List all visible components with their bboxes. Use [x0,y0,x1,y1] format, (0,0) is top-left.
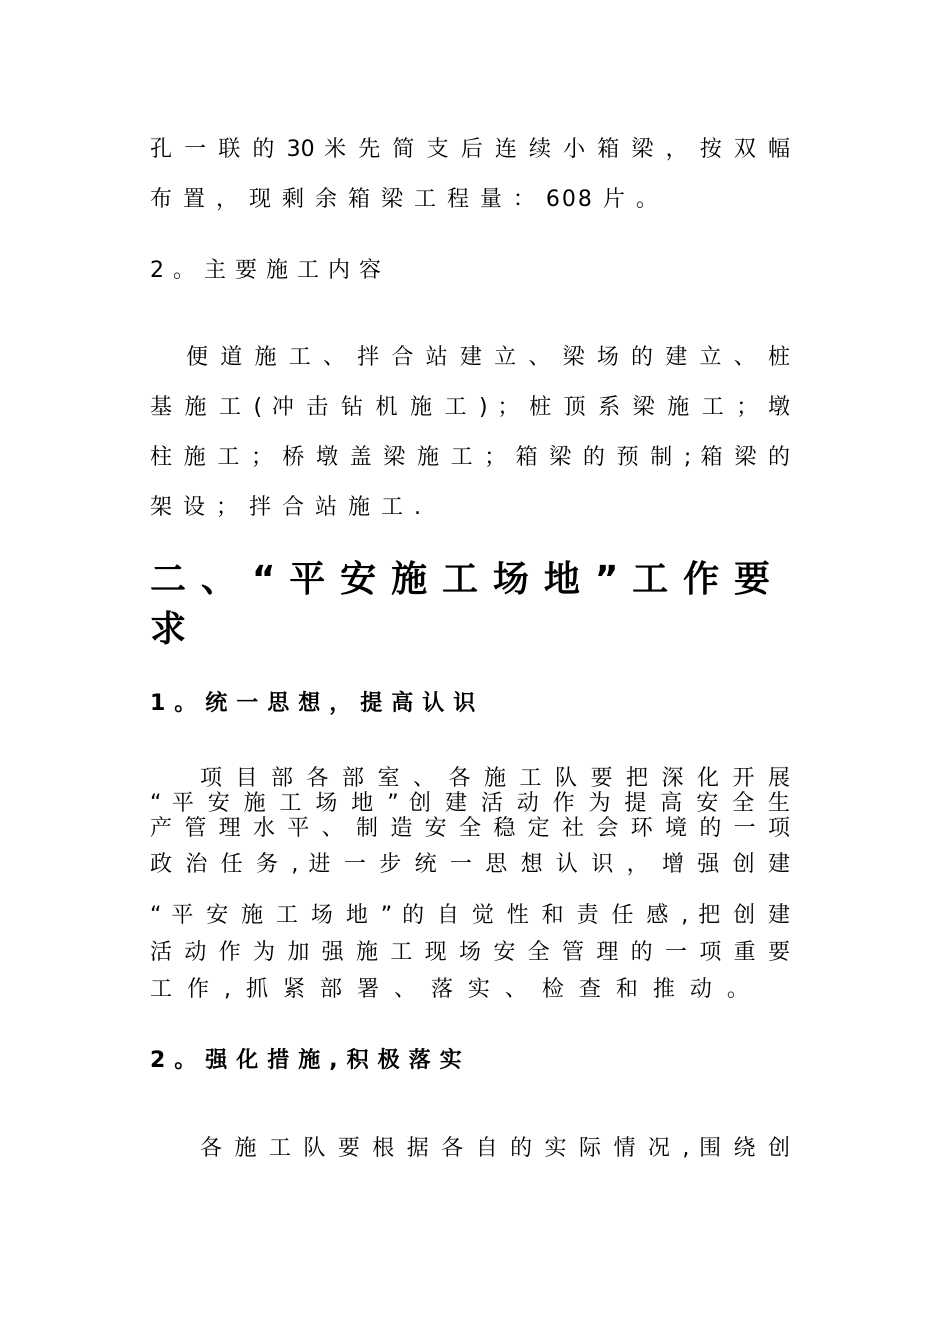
chapter-heading-continued: 求 [150,609,187,650]
paragraph-line: 基 施 工 ( 冲 击 钻 机 施 工 ) ； 桩 顶 系 梁 施 工 ； 墩 [150,395,790,420]
chapter-heading: 二 、 “ 平 安 施 工 场 地 ” 工 作 要 [150,559,770,600]
subheading: 2。强化措施,积极落实 [150,1048,471,1073]
paragraph-line: 活 动 作 为 加 强 施 工 现 场 安 全 管 理 的 一 项 重 要 [150,940,790,965]
paragraph-line: 架 设 ； 拌 合 站 施 工 . [150,495,423,520]
paragraph-line: 产 管 理 水 平 、 制 造 安 全 稳 定 社 会 环 境 的 一 项 [150,816,790,841]
paragraph-line: 工 作 , 抓 紧 部 署 、 落 实 、 检 查 和 推 动 。 [150,977,753,1002]
paragraph-line: 孔 一 联 的 30 米 先 简 支 后 连 续 小 箱 梁 ， 按 双 幅 [150,137,790,162]
section-heading: 2。主要施工内容 [150,258,390,283]
paragraph-line: 柱 施 工 ； 桥 墩 盖 梁 施 工 ； 箱 梁 的 预 制 ; 箱 梁 的 [150,445,790,470]
paragraph-line: 各 施 工 队 要 根 据 各 自 的 实 际 情 况 , 围 绕 创 [200,1136,790,1161]
paragraph-line: 布 置 ， 现 剩 余 箱 梁 工 程 量 ： 608 片 。 [150,187,660,212]
paragraph-line: 便 道 施 工 、 拌 合 站 建 立 、 梁 场 的 建 立 、 桩 [186,345,790,370]
subheading: 1。统一思想，提高认识 [150,691,485,716]
paragraph-line: “ 平 安 施 工 场 地 ” 的 自 觉 性 和 责 任 感 , 把 创 建 [150,903,790,928]
paragraph-line: 政 治 任 务 , 进 一 步 统 一 思 想 认 识 ， 增 强 创 建 [150,852,790,877]
paragraph-line: “ 平 安 施 工 场 地 ” 创 建 活 动 作 为 提 高 安 全 生 [150,791,790,816]
paragraph-line: 项 目 部 各 部 室 、 各 施 工 队 要 把 深 化 开 展 [200,766,790,791]
